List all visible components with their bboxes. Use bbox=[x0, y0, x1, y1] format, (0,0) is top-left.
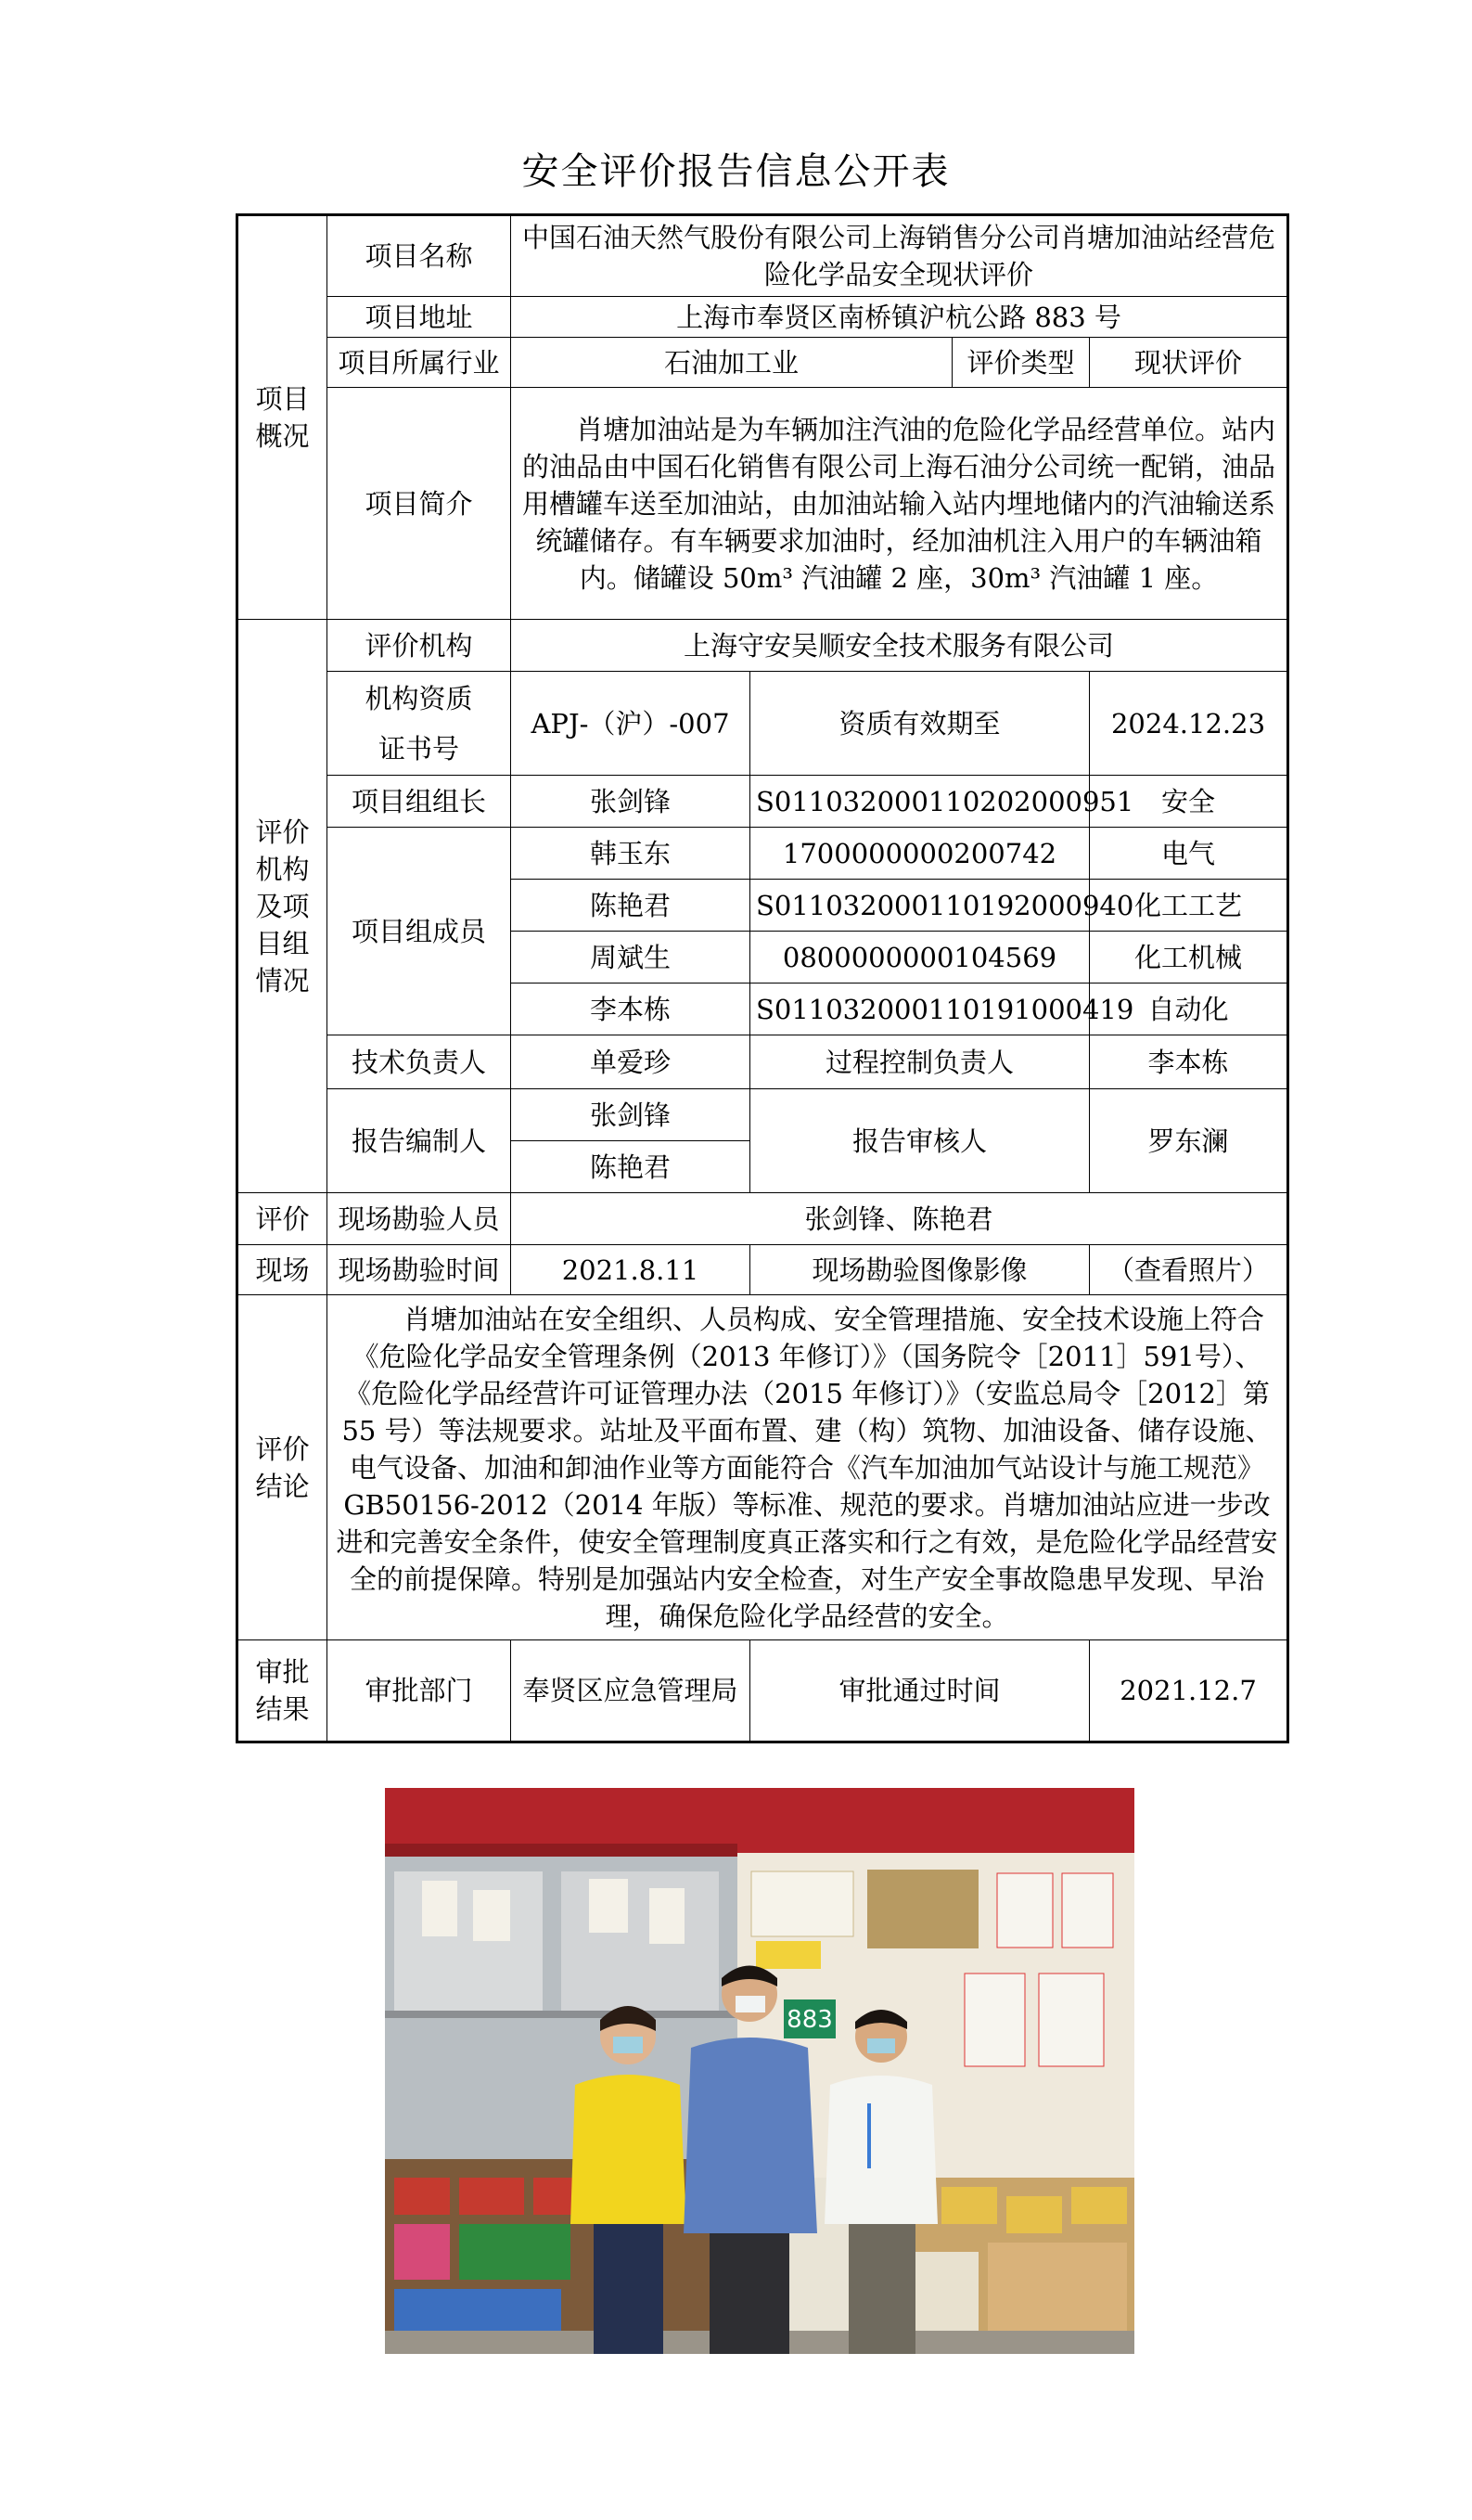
process-lead-label: 过程控制负责人 bbox=[750, 1035, 1090, 1089]
project-address-label: 项目地址 bbox=[327, 297, 511, 338]
section-agency bbox=[237, 620, 327, 1193]
site-image-link[interactable]: （查看照片） bbox=[1090, 1245, 1288, 1295]
project-address-value: 上海市奉贤区南桥镇沪杭公路 883 号 bbox=[511, 297, 1288, 338]
tech-lead-value: 单爱珍 bbox=[511, 1035, 750, 1089]
project-name-value: 中国石油天然气股份有限公司上海销售分公司肖塘加油站经营危险化学品安全现状评价 bbox=[511, 215, 1288, 297]
station-sign-number: 883 bbox=[787, 2006, 833, 2034]
reviewer-label: 报告审核人 bbox=[750, 1089, 1090, 1193]
project-intro-label: 项目简介 bbox=[327, 388, 511, 620]
section-site-top: 评价 bbox=[237, 1193, 327, 1245]
site-time-value: 2021.8.11 bbox=[511, 1245, 750, 1295]
info-table bbox=[236, 213, 1289, 1743]
eval-org-value: 上海守安吴顺安全技术服务有限公司 bbox=[511, 620, 1288, 672]
project-name-label: 项目名称 bbox=[327, 215, 511, 297]
member-field: 电气 bbox=[1090, 828, 1288, 880]
author-name: 陈艳君 bbox=[511, 1141, 750, 1193]
cert-label-text: 机构资质 证书号 bbox=[365, 682, 473, 765]
section-agency-label: 评价 机构 及项 目组 情况 bbox=[255, 816, 310, 996]
leader-id: S011032000110202000951 bbox=[750, 776, 1090, 828]
section-overview-label: 项目 概况 bbox=[255, 383, 310, 452]
leader-label: 项目组组长 bbox=[327, 776, 511, 828]
site-staff-value: 张剑锋、陈艳君 bbox=[511, 1193, 1288, 1245]
member-name: 韩玉东 bbox=[511, 828, 750, 880]
author-name: 张剑锋 bbox=[511, 1089, 750, 1141]
tech-lead-label: 技术负责人 bbox=[327, 1035, 511, 1089]
approval-dept-value: 奉贤区应急管理局 bbox=[511, 1640, 750, 1742]
section-overview bbox=[237, 215, 327, 620]
member-name: 周斌生 bbox=[511, 932, 750, 984]
section-approval-label: 审批 结果 bbox=[255, 1656, 310, 1725]
leader-name: 张剑锋 bbox=[511, 776, 750, 828]
conclusion-text: 肖塘加油站在安全组织、人员构成、安全管理措施、安全技术设施上符合《危险化学品安全管理条例（2013 年修订）》（国务院令［2011］591号）、《危险化学品经营许可证管理办法（2015 年修订）》（安监总局令［2012］第 55 号）等法规要求。站址及平面布置、建（构）筑物、加油设备、储存设施、电气设备、加油和卸油作业等方面能符合《汽车加油加气站设计与施工规范》GB50156-2012（2014 年版）等标准、规范的要求。肖塘加油站应进一步改进和完善安全条件，使安全管理制度真正落实和行之有效，是危险化学品经营安全的前提保障。特别是加强站内安全检查，对生产安全事故隐患早发现、早治理，确保危险化学品经营的安全。 bbox=[327, 1295, 1288, 1640]
project-industry-value: 石油加工业 bbox=[511, 338, 953, 388]
cert-label bbox=[327, 672, 511, 776]
section-site-bottom: 现场 bbox=[237, 1245, 327, 1295]
member-field: 化工机械 bbox=[1090, 932, 1288, 984]
project-intro-value: 肖塘加油站是为车辆加注汽油的危险化学品经营单位。站内的油品由中国石化销售有限公司上海石油分公司统一配销，油品用槽罐车送至加油站，由加油站输入站内埋地储内的汽油输送系统罐储存。有车辆要求加油时，经加油机注入用户的车辆油箱内。储罐设 50m³ 汽油罐 2 座，30m³ 汽油罐 1 座。 bbox=[511, 388, 1288, 620]
approval-time-label: 审批通过时间 bbox=[750, 1640, 1090, 1742]
site-image-label: 现场勘验图像影像 bbox=[750, 1245, 1090, 1295]
member-field: 自动化 bbox=[1090, 984, 1288, 1035]
member-id: 0800000000104569 bbox=[750, 932, 1090, 984]
section-conclusion bbox=[237, 1295, 327, 1640]
author-label: 报告编制人 bbox=[327, 1089, 511, 1193]
member-id: 1700000000200742 bbox=[750, 828, 1090, 880]
member-id: S011032000110191000419 bbox=[750, 984, 1090, 1035]
cert-value: APJ-（沪）-007 bbox=[511, 672, 750, 776]
approval-time-value: 2021.12.7 bbox=[1090, 1640, 1288, 1742]
valid-until-label: 资质有效期至 bbox=[750, 672, 1090, 776]
approval-dept-label: 审批部门 bbox=[327, 1640, 511, 1742]
member-name: 陈艳君 bbox=[511, 880, 750, 932]
page-title: 安全评价报告信息公开表 bbox=[521, 150, 951, 193]
member-id: S011032000110192000940 bbox=[750, 880, 1090, 932]
eval-type-value: 现状评价 bbox=[1090, 338, 1288, 388]
member-name: 李本栋 bbox=[511, 984, 750, 1035]
site-photo-illustration bbox=[385, 1788, 1134, 2354]
eval-org-label: 评价机构 bbox=[327, 620, 511, 672]
site-staff-label: 现场勘验人员 bbox=[327, 1193, 511, 1245]
section-conclusion-label: 评价 结论 bbox=[255, 1433, 310, 1502]
member-field: 化工工艺 bbox=[1090, 880, 1288, 932]
process-lead-value: 李本栋 bbox=[1090, 1035, 1288, 1089]
site-time-label: 现场勘验时间 bbox=[327, 1245, 511, 1295]
project-industry-label: 项目所属行业 bbox=[327, 338, 511, 388]
reviewer-value: 罗东澜 bbox=[1090, 1089, 1288, 1193]
eval-type-label: 评价类型 bbox=[953, 338, 1090, 388]
site-photo bbox=[385, 1788, 1134, 2354]
leader-field: 安全 bbox=[1090, 776, 1288, 828]
valid-until-value: 2024.12.23 bbox=[1090, 672, 1288, 776]
section-approval bbox=[237, 1640, 327, 1742]
members-label: 项目组成员 bbox=[327, 828, 511, 1035]
